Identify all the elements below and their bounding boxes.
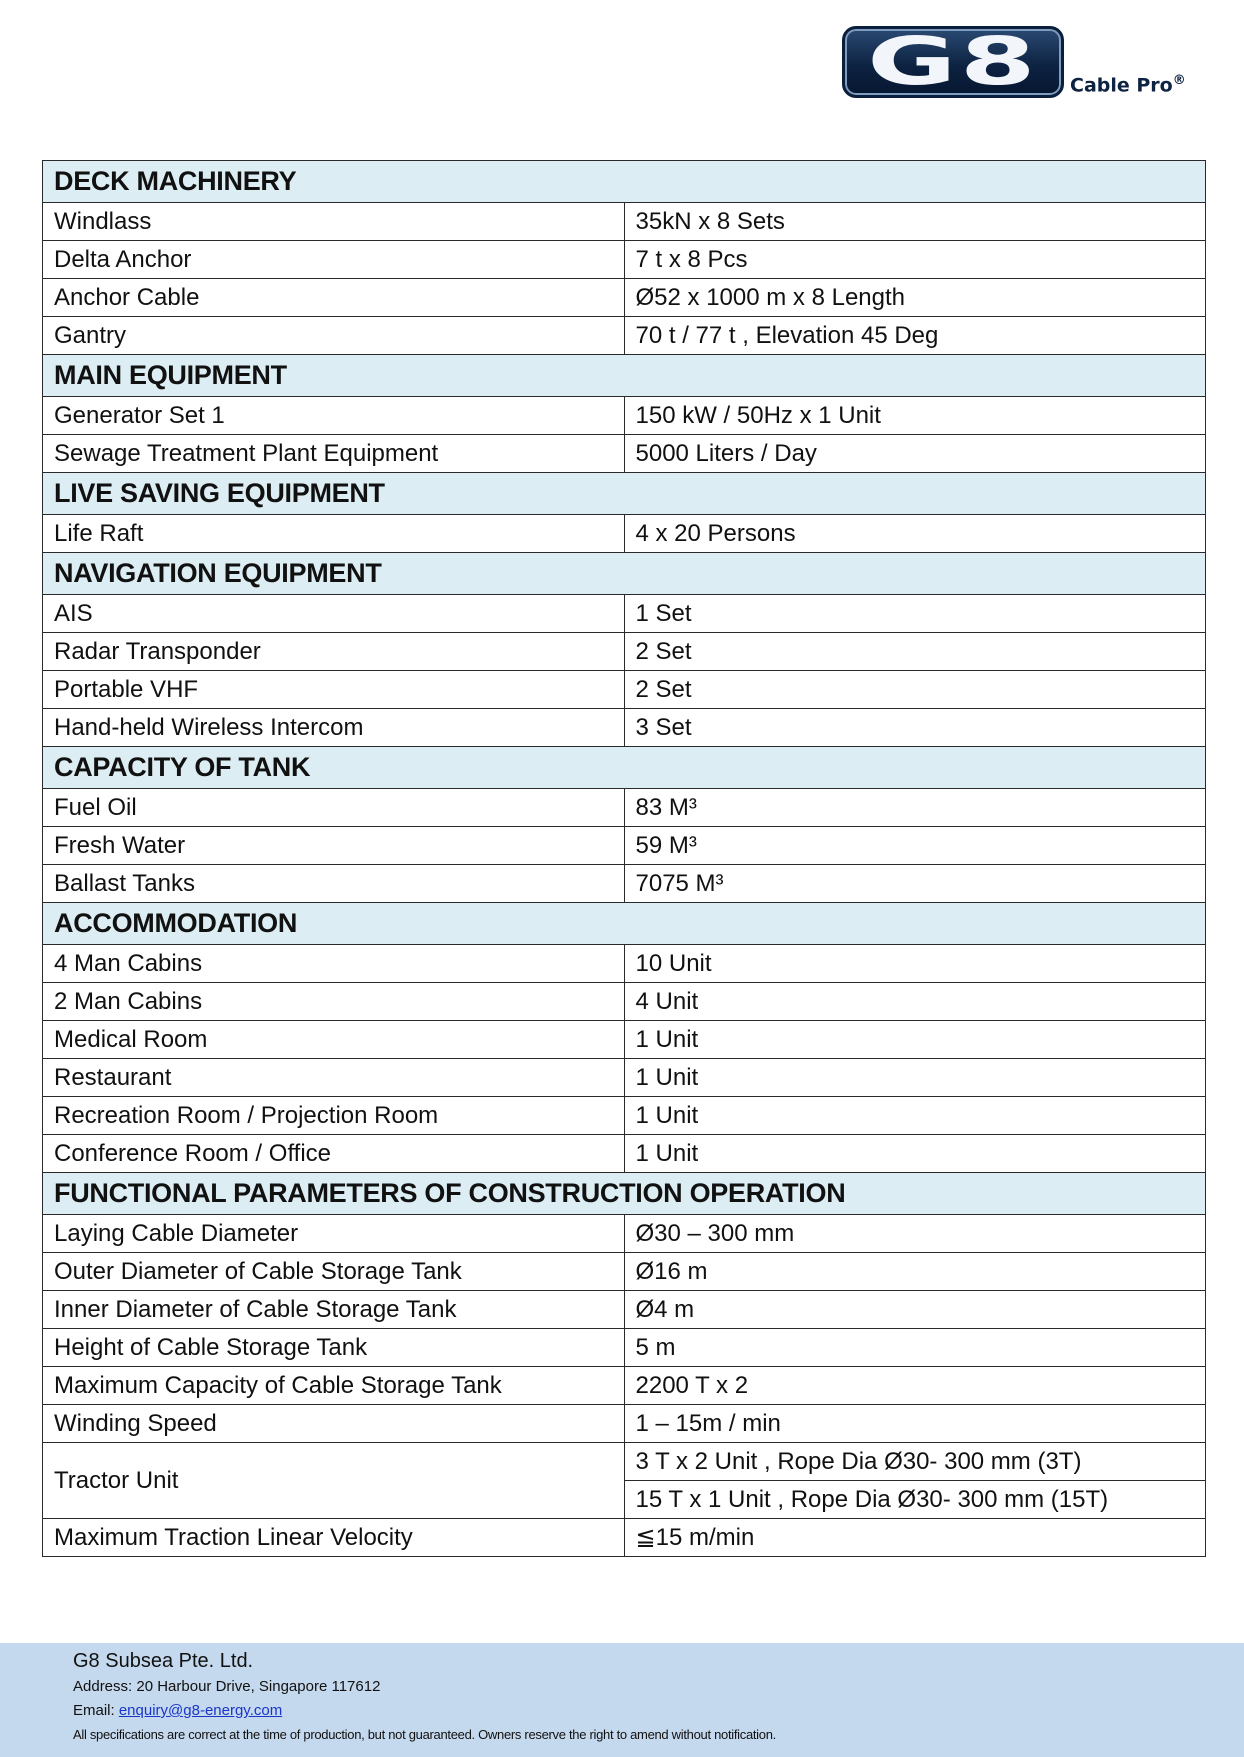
spec-label: Conference Room / Office	[43, 1135, 625, 1173]
footer	[0, 1643, 1244, 1757]
spec-value: 1 – 15m / min	[624, 1405, 1206, 1443]
spec-label: Portable VHF	[43, 671, 625, 709]
spec-row	[43, 317, 1206, 355]
spec-label: Winding Speed	[43, 1405, 625, 1443]
spec-row	[43, 1059, 1206, 1097]
spec-value: Ø52 x 1000 m x 8 Length	[624, 279, 1206, 317]
spec-label: Tractor Unit	[43, 1443, 625, 1519]
spec-label: Inner Diameter of Cable Storage Tank	[43, 1291, 625, 1329]
spec-row	[43, 945, 1206, 983]
spec-row	[43, 1519, 1206, 1557]
spec-row	[43, 279, 1206, 317]
spec-label: Windlass	[43, 203, 625, 241]
spec-row	[43, 397, 1206, 435]
section-title: CAPACITY OF TANK	[43, 747, 1206, 789]
spec-value: Ø16 m	[624, 1253, 1206, 1291]
spec-value: 4 Unit	[624, 983, 1206, 1021]
section-title: NAVIGATION EQUIPMENT	[43, 553, 1206, 595]
footer-email-line	[73, 1699, 776, 1723]
spec-row	[43, 633, 1206, 671]
logo-mark: G8	[867, 23, 1039, 100]
section-header	[43, 553, 1206, 595]
spec-label: Outer Diameter of Cable Storage Tank	[43, 1253, 625, 1291]
section-title: LIVE SAVING EQUIPMENT	[43, 473, 1206, 515]
spec-label: Delta Anchor	[43, 241, 625, 279]
spec-value: 3 Set	[624, 709, 1206, 747]
spec-row	[43, 827, 1206, 865]
section-header	[43, 161, 1206, 203]
spec-value: 2 Set	[624, 633, 1206, 671]
section-header	[43, 1173, 1206, 1215]
spec-row	[43, 671, 1206, 709]
spec-value: ≦15 m/min	[624, 1519, 1206, 1557]
spec-value: 7075 M³	[624, 865, 1206, 903]
spec-label: 4 Man Cabins	[43, 945, 625, 983]
spec-label: Hand-held Wireless Intercom	[43, 709, 625, 747]
spec-row	[43, 1021, 1206, 1059]
spec-label: Maximum Traction Linear Velocity	[43, 1519, 625, 1557]
footer-email-link[interactable]: enquiry@g8-energy.com	[118, 1702, 283, 1719]
spec-label: Gantry	[43, 317, 625, 355]
section-title: MAIN EQUIPMENT	[43, 355, 1206, 397]
spec-label: Generator Set 1	[43, 397, 625, 435]
spec-value: Ø30 – 300 mm	[624, 1215, 1206, 1253]
spec-row	[43, 1291, 1206, 1329]
registered-mark: ®	[1172, 72, 1186, 88]
spec-row	[43, 865, 1206, 903]
spec-value: 150 kW / 50Hz x 1 Unit	[624, 397, 1206, 435]
spec-label: AIS	[43, 595, 625, 633]
spec-label: Ballast Tanks	[43, 865, 625, 903]
section-header	[43, 903, 1206, 945]
spec-value: 35kN x 8 Sets	[624, 203, 1206, 241]
section-title: FUNCTIONAL PARAMETERS OF CONSTRUCTION OPERATION	[43, 1173, 1206, 1215]
footer-address: Address: 20 Harbour Drive, Singapore 117612	[73, 1678, 381, 1695]
spec-value: 1 Unit	[624, 1097, 1206, 1135]
spec-value: 1 Unit	[624, 1135, 1206, 1173]
spec-value: 5000 Liters / Day	[624, 435, 1206, 473]
spec-value: 1 Unit	[624, 1059, 1206, 1097]
spec-value: 70 t / 77 t , Elevation 45 Deg	[624, 317, 1206, 355]
footer-company: G8 Subsea Pte. Ltd.	[73, 1650, 254, 1672]
spec-label: Life Raft	[43, 515, 625, 553]
spec-row	[43, 435, 1206, 473]
spec-row	[43, 1329, 1206, 1367]
spec-row	[43, 203, 1206, 241]
spec-row	[43, 1443, 1206, 1481]
spec-value: 5 m	[624, 1329, 1206, 1367]
spec-value: 83 M³	[624, 789, 1206, 827]
section-header	[43, 747, 1206, 789]
spec-row	[43, 1253, 1206, 1291]
spec-label: Anchor Cable	[43, 279, 625, 317]
spec-value: 3 T x 2 Unit , Rope Dia Ø30- 300 mm (3T)	[624, 1443, 1206, 1481]
section-header	[43, 473, 1206, 515]
section-title: ACCOMMODATION	[43, 903, 1206, 945]
logo-product	[1070, 73, 1186, 96]
spec-row	[43, 595, 1206, 633]
spec-row	[43, 1367, 1206, 1405]
specifications-table	[42, 160, 1206, 1557]
spec-label: 2 Man Cabins	[43, 983, 625, 1021]
spec-value: 1 Unit	[624, 1021, 1206, 1059]
spec-row	[43, 241, 1206, 279]
section-header	[43, 355, 1206, 397]
spec-value: 2 Set	[624, 671, 1206, 709]
spec-label: Radar Transponder	[43, 633, 625, 671]
spec-label: Sewage Treatment Plant Equipment	[43, 435, 625, 473]
spec-label: Fresh Water	[43, 827, 625, 865]
spec-label: Fuel Oil	[43, 789, 625, 827]
footer-disclaimer: All specifications are correct at the time of production, but not guaranteed. Owners reserve the right to amend without notification.	[73, 1727, 776, 1742]
spec-label: Laying Cable Diameter	[43, 1215, 625, 1253]
spec-row	[43, 789, 1206, 827]
spec-value: 1 Set	[624, 595, 1206, 633]
spec-row	[43, 1215, 1206, 1253]
spec-row	[43, 1405, 1206, 1443]
footer-email-label: Email:	[73, 1702, 119, 1719]
logo-product-name: Cable Pro	[1070, 74, 1173, 96]
company-logo	[842, 23, 1186, 100]
spec-row	[43, 1135, 1206, 1173]
spec-value: Ø4 m	[624, 1291, 1206, 1329]
spec-value: 15 T x 1 Unit , Rope Dia Ø30- 300 mm (15T)	[624, 1481, 1206, 1519]
logo-badge	[842, 23, 1064, 100]
spec-label: Maximum Capacity of Cable Storage Tank	[43, 1367, 625, 1405]
spec-row	[43, 1097, 1206, 1135]
spec-value: 7 t x 8 Pcs	[624, 241, 1206, 279]
spec-row	[43, 515, 1206, 553]
spec-label: Height of Cable Storage Tank	[43, 1329, 625, 1367]
spec-value: 2200 T x 2	[624, 1367, 1206, 1405]
spec-row	[43, 709, 1206, 747]
spec-label: Medical Room	[43, 1021, 625, 1059]
spec-row	[43, 983, 1206, 1021]
spec-value: 10 Unit	[624, 945, 1206, 983]
spec-value: 59 M³	[624, 827, 1206, 865]
section-title: DECK MACHINERY	[43, 161, 1206, 203]
spec-label: Recreation Room / Projection Room	[43, 1097, 625, 1135]
spec-value: 4 x 20 Persons	[624, 515, 1206, 553]
spec-label: Restaurant	[43, 1059, 625, 1097]
